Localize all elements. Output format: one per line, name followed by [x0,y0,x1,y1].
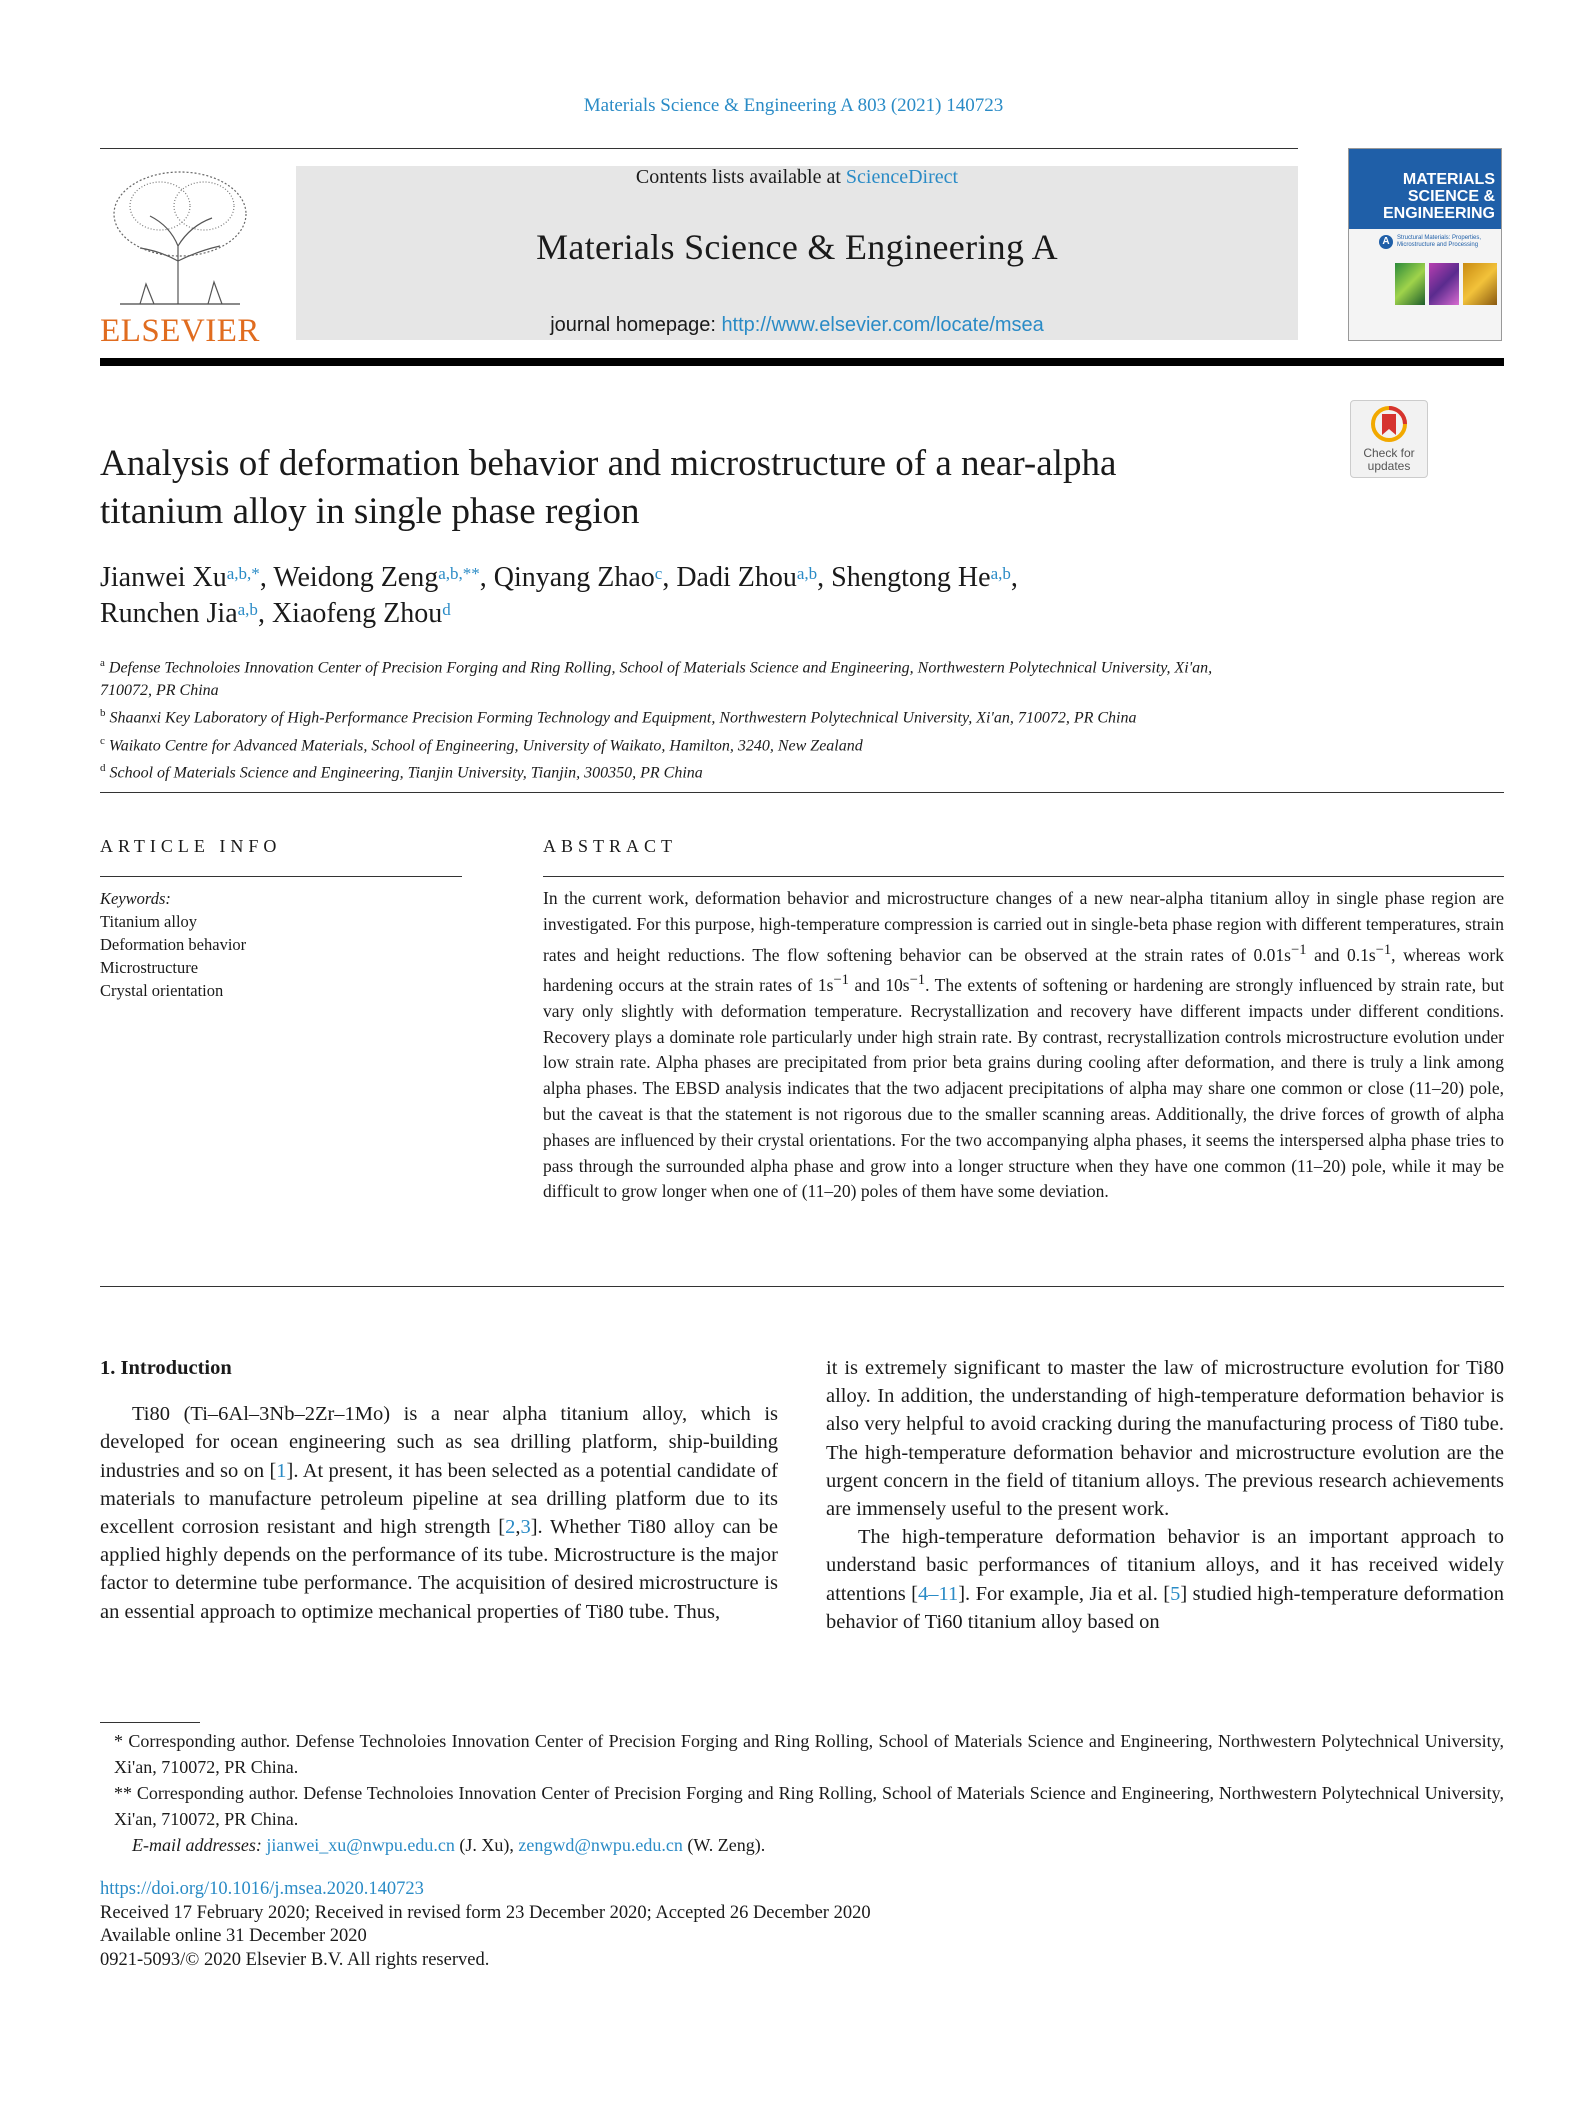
author-name: Shengtong He [831,562,991,593]
author-list [100,560,1300,632]
title-line: titanium alloy in single phase region [100,491,640,532]
superscript: −1 [909,972,926,989]
divider [543,876,1504,877]
divider [100,792,1504,793]
author-sep: , [817,562,832,593]
author-sep: , [662,562,677,593]
affil-text: Waikato Centre for Advanced Materials, School of Engineering, University of Waikato, Hamilton, 3240, New Zealand [108,736,863,754]
article-info-heading: ARTICLE INFO [100,836,282,856]
text: ]. Whether Ti80 alloy can be applied highly depends on the performance of its tube. Microstructure is the major factor to determine tube performance. The acquisition of desired microstructure is an essential approach to optimize mechanical properties of Ti80 tube. Thus, [100,1516,778,1623]
affil-text: Defense Technoloies Innovation Center of Precision Forging and Ring Rolling, School of Materials Science and Engineering, Northwestern Polytechnical University, Xi'an, [108,659,1213,677]
text: ]. For example, Jia et al. [ [958,1582,1171,1605]
abstract-text [543,886,1504,1205]
author-name: Jianwei Xu [100,562,227,593]
journal-homepage [296,314,1298,337]
cover-image [1395,263,1425,305]
author-sep: , [259,562,274,593]
affil-key: b [100,707,106,720]
author-name: Qinyang Zhao [493,562,655,593]
affiliation [100,730,1310,757]
cover-title-line: SCIENCE & [1407,188,1495,205]
journal-title: Materials Science & Engineering A [536,227,1058,267]
author-affil-sup[interactable]: d [442,600,451,619]
divider [100,876,462,877]
cover-image [1463,263,1497,305]
title-line: Analysis of deformation behavior and microstructure of a near-alpha [100,443,1117,484]
text: , [515,1516,521,1539]
keyword: Crystal orientation [100,981,224,1000]
paragraph [826,1523,1504,1636]
text: The high-temperature deformation behavior is an important approach to understand basic performances of titanium alloys, and it has received widely attentions [ [826,1526,1504,1605]
affil-text: 710072, PR China [100,682,219,700]
affiliations [100,652,1310,784]
cover-panel [1349,229,1502,341]
body-column-right [826,1354,1504,1636]
publisher-logo[interactable] [100,166,260,349]
abstract-segment: and 10s [848,975,910,996]
copyright: 0921-5093/© 2020 Elsevier B.V. All rights reserved. [100,1949,490,1970]
homepage-prefix: journal homepage: [550,314,722,336]
text: (W. Zeng). [682,1835,766,1855]
email-link[interactable]: zengwd@nwpu.edu.cn [518,1835,683,1855]
bookmark-icon [1369,405,1409,447]
contents-prefix: Contents lists available at [635,166,846,188]
keyword: Deformation behavior [100,935,247,954]
text: (J. Xu), [454,1835,519,1855]
affiliation [100,679,1310,702]
keywords-label: Keywords: [100,889,171,908]
email-label: E-mail addresses: [132,1835,267,1855]
check-updates-line: Check for [1363,446,1415,460]
footnote: * Corresponding author. Defense Technoloies Innovation Center of Precision Forging and Ring Rolling, School of Materials Science and Engineering, Northwestern Polytechnical University, Xi'an, 710072, PR China. [114,1731,1504,1777]
history: Received 17 February 2020; Received in revised form 23 December 2020; Accepted 26 December 2020 [100,1902,871,1923]
article-meta [100,1878,1200,1972]
paragraph [100,1400,778,1626]
sciencedirect-link[interactable]: ScienceDirect [845,166,959,188]
footnotes [100,1728,1504,1858]
journal-cover[interactable] [1348,148,1502,341]
check-updates-line: updates [1367,459,1411,473]
author-sep: , [479,562,494,593]
cover-title-line: MATERIALS [1402,171,1495,188]
check-for-updates-button[interactable] [1350,400,1428,478]
email-addresses [100,1832,1504,1858]
cover-a-icon: A [1379,235,1393,249]
superscript: −1 [833,972,849,989]
abstract-segment: , whereas work hardening occurs at the strain rates of 1s [543,944,1505,996]
author-sep: , [257,598,272,629]
author-name: Weidong Zeng [273,562,439,593]
superscript: −1 [1375,941,1392,958]
text: Ti80 (Ti–6Al–3Nb–2Zr–1Mo) is a near alpha titanium alloy, which is developed for ocean engineering such as sea drilling platform, ship-building industries and so on [ [100,1403,778,1482]
abstract-segment: and 0.1s [1306,944,1376,965]
journal-citation[interactable]: Materials Science & Engineering A 803 (2021) 140723 [583,95,1004,116]
abstract-segment: In the current work, deformation behavior and microstructure changes of a new near-alpha titanium alloy in single phase region are investigated. For this purpose, high-temperature compression is carried out in single-beta phase region with different temperatures, strain rates and height reductions. The flow softening behavior can be observed at the strain rates of 0.01s [543,888,1504,965]
superscript: −1 [1290,941,1307,958]
author-affil-sup[interactable]: a,b [237,600,258,619]
affil-text: School of Materials Science and Engineering, Tianjin University, Tianjin, 300350, PR China [109,764,703,782]
citation-link[interactable]: 5 [1170,1582,1181,1605]
author-affil-sup[interactable]: a,b,* [226,564,260,583]
author-affil-sup[interactable]: a,b,** [438,564,480,583]
keywords [100,887,460,1002]
citation-link[interactable]: 4–11 [917,1582,959,1605]
abstract-heading: ABSTRACT [543,836,678,856]
author-affil-sup[interactable]: a,b [796,564,818,583]
divider [100,148,1298,149]
divider [100,1286,1504,1287]
affil-key: a [100,657,105,669]
check-updates-label [1351,447,1427,473]
author-sep: , [1010,562,1018,593]
author-affil-sup[interactable]: a,b [990,564,1011,583]
body-column-left [100,1354,778,1626]
online-date: Available online 31 December 2020 [100,1926,367,1946]
journal-banner [296,166,1298,340]
affil-key: c [100,734,105,747]
text: ]. At present, it has been selected as a potential candidate of materials to manufacture petroleum pipeline at sea drilling platform due to its excellent corrosion resistant and high strength [ [100,1459,778,1539]
citation-link[interactable]: 1 [276,1459,287,1482]
abstract-segment: . The extents of softening or hardening are strongly influenced by strain rate, but vary only slightly with deformation temperature. Recrystallization and recovery have different impacts under different conditions. Recovery plays a dominate role particularly under high strain rate. By contrast, recrystallization controls microstructure evolution under low strain rate. Alpha phases are precipitated from prior beta grains during cooling after deformation, and there is truly a link among alpha phases. The EBSD analysis indicates that the two adjacent precipitations of alpha may share one common or close (11–20) pole, but the caveat is that the statement is not rigorous due to the smaller scanning areas. Additionally, the drive forces of growth of alpha phases are influenced by their crystal orientations. For the two accompanying alpha phases, it seems the interspersed alpha phase tries to pass through the surrounded alpha phase and grow into a longer structure when they have one common (11–20) pole, while it may be difficult to grow longer when one of (11–20) poles of them have some deviation. [543,975,1504,1202]
cover-image [1429,263,1459,305]
author-affil-sup[interactable]: c [654,564,663,583]
article-title [100,440,1250,536]
publisher-name: ELSEVIER [100,313,260,349]
footnote: ** Corresponding author. Defense Technoloies Innovation Center of Precision Forging and Ring Rolling, School of Materials Science and Engineering, Northwestern Polytechnical University, Xi'an, 710072, PR China. [114,1783,1504,1829]
author-name: Dadi Zhou [676,562,797,593]
keyword: Titanium alloy [100,912,198,931]
affil-text: Shaanxi Key Laboratory of High-Performance Precision Forming Technology and Equipment, Northwestern Polytechnical University, Xi'an, 710072, PR China [109,709,1137,727]
footnote-divider [100,1722,200,1723]
contents-line [296,166,1298,189]
text: ] studied high-temperature deformation behavior of Ti60 titanium alloy based on [826,1582,1504,1633]
section-heading: 1. Introduction [100,1357,232,1379]
cover-title [1383,171,1495,222]
citation-link[interactable]: 2 [505,1516,516,1539]
affiliation [100,702,1310,729]
author-name: Runchen Jia [100,598,238,629]
keyword: Microstructure [100,958,199,977]
cover-subtitle: Structural Materials: Properties, Microstructure and Processing [1397,235,1482,248]
author-name: Xiaofeng Zhou [271,598,443,629]
affil-key: d [100,761,106,774]
email-link[interactable]: jianwei_xu@nwpu.edu.cn [266,1835,455,1855]
doi-link[interactable]: https://doi.org/10.1016/j.msea.2020.140723 [100,1879,424,1899]
affiliation [100,652,1310,679]
paragraph: it is extremely significant to master the law of microstructure evolution for Ti80 alloy. In addition, the understanding of high-temperature deformation behavior is also very helpful to avoid cracking during the manufacturing process of Ti80 tube. The high-temperature deformation behavior and microstructure evolution are the urgent concern in the field of titanium alloys. The previous research achievements are immensely useful to the present work. [826,1357,1504,1521]
tree-icon [100,166,260,306]
cover-title-line: ENGINEERING [1382,205,1495,222]
citation-link[interactable]: 3 [520,1516,531,1539]
header-divider [100,358,1504,366]
affiliation [100,757,1310,784]
homepage-link[interactable]: http://www.elsevier.com/locate/msea [721,314,1044,336]
